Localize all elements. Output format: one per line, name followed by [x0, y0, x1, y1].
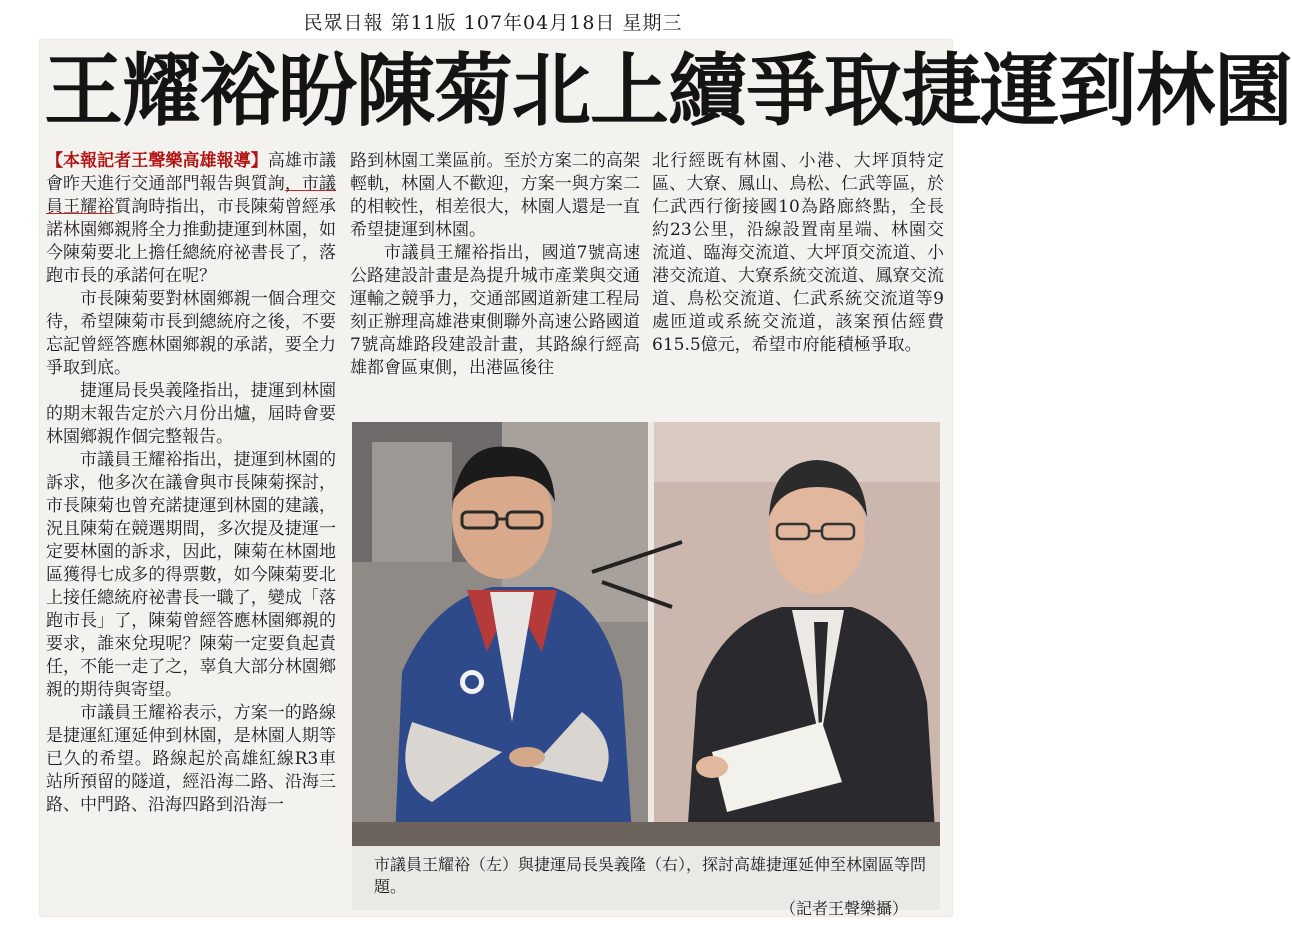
photo-caption [352, 846, 940, 918]
paragraph-6: 市議員王耀裕指出，國道7號高速公路建設計畫是為提升城市產業與交通運輸之競爭力，交通部國道新建工程局刻正辦理高雄港東側聯外高速公路國道7號高雄路段建設計畫，其路線行經高雄都會區東側，出港區後往 [350, 243, 640, 378]
paragraph-5-continued: 路到林園工業區前。至於方案二的高架輕軌，林園人不歡迎，方案一與方案二的相較性，相差很大，林園人還是一直希望捷運到林園。 [350, 151, 640, 240]
headline: 王耀裕盼陳菊北上續爭取捷運到林園 [44, 45, 1292, 137]
article-column-1 [46, 150, 336, 910]
paragraph-3: 捷運局長吳義隆指出，捷運到林園的期末報告定於六月份出爐，屆時會要林園鄉親作個完整報告。 [46, 381, 336, 447]
photo-illustration [352, 422, 940, 910]
paragraph-1 [46, 150, 336, 288]
paragraph-2: 市長陳菊要對林園鄉親一個合理交待，希望陳菊市長到總統府之後，不要忘記曾經答應林園鄉親的承諾，要全力爭取到底。 [46, 289, 336, 378]
photo-credit: （記者王聲樂攝） [779, 899, 908, 918]
article-column-2 [350, 150, 640, 400]
paragraph-6-continued: 北行經既有林園、小港、大坪頂特定區、大寮、鳳山、鳥松、仁武等區，於仁武西行銜接國10為路廊終點，全長約23公里，沿線設置南星端、林園交流道、臨海交流道、大坪頂交流道、小港交流道、大寮系統交流道、鳳寮交流道、鳥松交流道、仁武系統交流道等9處匝道或系統交流道，該案預估經費615.5億元，希望市府能積極爭取。 [652, 151, 944, 355]
news-photo [352, 422, 940, 918]
p1-tail: 質詢時指出，市長陳菊曾經承諾林園鄉親將全力推動捷運到林園，如今陳菊要北上擔任總統府祕書長了，落跑市長的承諾何在呢？ [46, 197, 336, 286]
byline: 【本報記者王聲樂高雄報導】 [46, 151, 268, 171]
article-column-3 [652, 150, 944, 400]
paragraph-5: 市議員王耀裕表示，方案一的路線是捷運紅運延伸到林園，是林園人期等已久的希望。路線起於高雄紅線R3車站所預留的隧道，經沿海二路、沿海三路、中門路、沿海四路到沿海一 [46, 703, 336, 815]
p1-text: 高雄市議會昨天進行交通部門報告與質詢 [46, 151, 336, 194]
masthead: 民眾日報 第11版 107年04月18日 星期三 [303, 12, 683, 34]
caption-text: 市議員王耀裕（左）與捷運局長吳義隆（右），探討高雄捷運延伸至林園區等問題。 [374, 855, 927, 896]
p1-underlined: ，市議員王耀裕 [46, 174, 336, 217]
paragraph-4: 市議員王耀裕指出，捷運到林園的訴求，他多次在議會與市長陳菊探討，市長陳菊也曾充諾捷運到林園的建議，況且陳菊在競選期間，多次提及捷運一定要林園的訴求，因此，陳菊在林園地區獲得七成多的得票數，如今陳菊要北上接任總統府祕書長一職了，變成「落跑市長」了，陳菊曾經答應林園鄉親的要求，誰來兌現呢？陳菊一定要負起責任，不能一走了之，辜負大部分林園鄉親的期待與寄望。 [46, 450, 336, 700]
